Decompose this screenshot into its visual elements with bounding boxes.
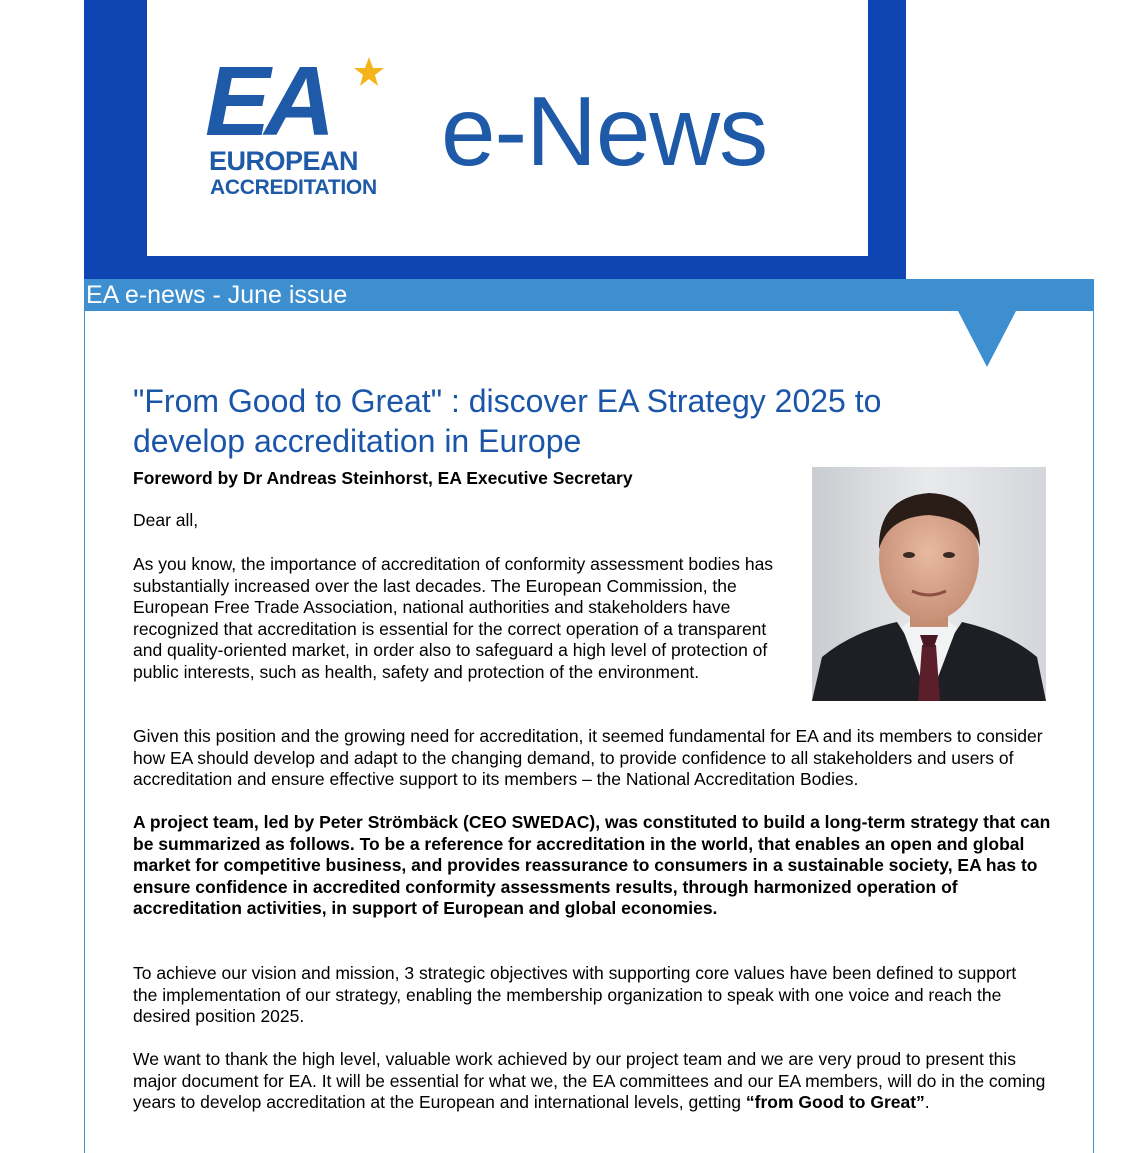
paragraph-5-emphasis: “from Good to Great” <box>745 1092 925 1113</box>
banner-text: EA e-news - June issue <box>86 281 348 309</box>
header-panel <box>147 0 868 256</box>
article-title[interactable]: "From Good to Great" : discover EA Strategy 2025 to develop accreditation in Europe <box>133 383 882 459</box>
logo-text-european: EUROPEAN <box>209 146 359 176</box>
paragraph-5-end: . <box>924 1092 930 1113</box>
paragraph-1: As you know, the importance of accreditation of conformity assessment bodies has substantially increased over the last decades. The European Commission, the European Free Trade Association, national authorities and stakeholders have recognized that accreditation is essential for the correct operation of a transparent and quality-oriented market, in order also to safeguard a high level of protection of public interests, such as health, safety and protection of the environment. <box>133 554 774 682</box>
greeting: Dear all, <box>133 510 199 530</box>
paragraph-3: A project team, led by Peter Strömbäck (CEO SWEDAC), was constituted to build a long-term strategy that can be summarized as follows. To be a reference for accreditation in the world, that enables an open and global market for competitive business, and provides reassurance to consumers in a sustainable society, EA has to ensure confidence in accredited conformity assessments results, through harmonized operation of accreditation activities, in support of European and global economies. <box>133 812 1051 919</box>
paragraph-5-text: We want to thank the high level, valuable work achieved by our project team and we are very proud to present this major document for EA. It will be essential for what we, the EA committees and our EA members, will do in the coming years to develop accreditation at the European and international levels, getting <box>133 1049 1046 1113</box>
logo-text-accreditation: ACCREDITATION <box>210 176 377 199</box>
paragraph-4: To achieve our vision and mission, 3 strategic objectives with supporting core values have been defined to support the implementation of our strategy, enabling the membership organization to speak with one voice and reach the desired position 2025. <box>133 963 1017 1027</box>
paragraph-2: Given this position and the growing need for accreditation, it seemed fundamental for EA and its members to consider how EA should develop and adapt to the changing demand, to provide confidence to all stakeholders and users of accreditation and ensure effective support to its members – the National Accreditation Bodies. <box>133 726 1043 790</box>
foreword-byline: Foreword by Dr Andreas Steinhorst, EA Executive Secretary <box>133 468 633 488</box>
logo-mark: EA <box>205 46 330 156</box>
ea-logo <box>205 46 395 202</box>
author-photo <box>812 467 1046 701</box>
star-icon <box>353 56 385 88</box>
enews-title: e-News <box>441 76 768 186</box>
issue-banner <box>84 279 1094 311</box>
paragraph-5 <box>133 1049 1053 1114</box>
author-portrait-image <box>812 467 1046 701</box>
